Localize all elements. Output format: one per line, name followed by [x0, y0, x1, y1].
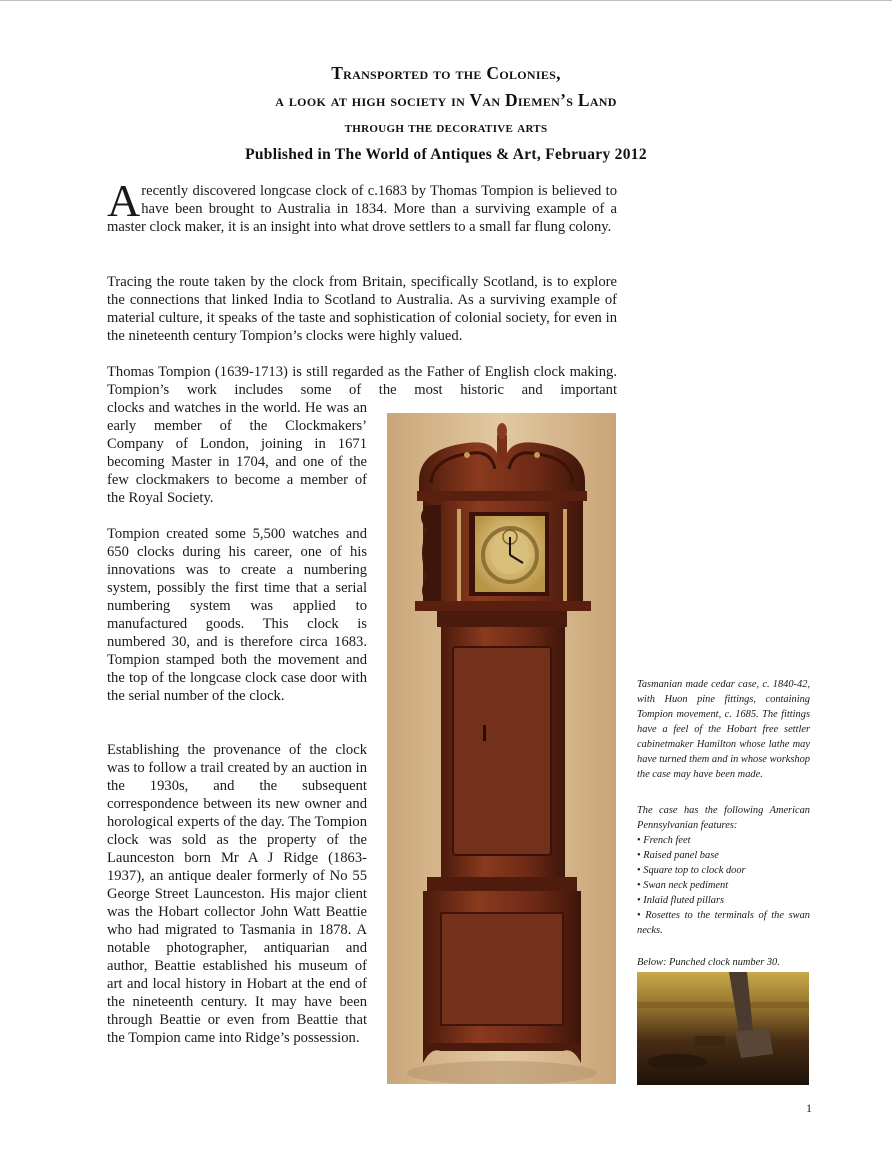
caption-below [637, 955, 810, 970]
title-line-3: through the decorative arts [344, 120, 548, 136]
paragraph-numbering-text: Tompion created some 5,500 watches and 650 clocks during his career, one of his innovations was to create a numbering system, possibly the first time that a serial numbering system was applied to manufactured goods. This clock is numbered 30, and is therefore circa 1683. Tompion stamped both the movement and the top of the longcase clock case door with the serial number of the clock. [107, 526, 367, 704]
caption-features-intro: The case has the following American Pennsylvanian features: [637, 805, 810, 831]
paragraph-numbering [107, 525, 367, 705]
paragraph-tompion-text: clocks and watches in the world. He was an early member of the Clockmakers’ Company of London, joining in 1671 becoming Master in 1704, and one of the few clockmakers to become a member of the Royal Society. [107, 400, 367, 506]
paragraph-route [107, 273, 617, 345]
caption-main-text: Tasmanian made cedar case, c. 1840-42, with Huon pine fittings, containing Tompion movement, c. 1685. The fittings have a feel of the Hobart free settler cabinetmaker Hamilton whose lathe may have turned them and in whose workshop the case may have been made. [637, 679, 810, 780]
page-number: 1 [806, 1101, 812, 1115]
feature-item: • Swan neck pediment [637, 878, 810, 893]
page-top-rule [0, 0, 892, 1]
feature-item: • Inlaid fluted pillars [637, 893, 810, 908]
drop-cap: A [107, 175, 141, 226]
title-line-1: Transported to the Colonies, [331, 63, 561, 83]
paragraph-provenance [107, 741, 367, 1047]
title-line-2: a look at high society in Van Diemen’s Land [275, 90, 617, 110]
feature-item: • Square top to clock door [637, 863, 810, 878]
paragraph-route-text: Tracing the route taken by the clock from Britain, specifically Scotland, is to explore the connections that linked India to Scotland to Australia. As a surviving example of material culture, it speaks of the taste and sophistication of colonial society, for even in the nineteenth century Tompion’s clocks were highly valued. [107, 274, 617, 344]
caption-main [637, 677, 810, 782]
features-list [637, 833, 810, 938]
paragraph-tompion-line1: Thomas Tompion (1639-1713) is still regarded as the Father of English clock making. Tompion’s work includes some of the most historic and important [107, 364, 617, 398]
feature-item: • French feet [637, 833, 810, 848]
paragraph-intro [107, 175, 617, 236]
paragraph-intro-text: recently discovered longcase clock of c.1683 by Thomas Tompion is believed to have been brought to Australia in 1834. More than a surviving example of a master clock maker, it is an insight into what drove settlers to a small far flung colony. [107, 183, 617, 235]
caption-below-text: Below: Punched clock number 30. [637, 957, 780, 968]
feature-item: • Raised panel base [637, 848, 810, 863]
publication-line: Published in The World of Antiques & Art, February 2012 [245, 146, 647, 163]
punched-number-photo [637, 972, 809, 1085]
feature-item: • Rosettes to the terminals of the swan necks. [637, 908, 810, 938]
paragraph-provenance-text: Establishing the provenance of the clock was to follow a trail created by an auction in the 1930s, and the subsequent correspondence between its new owner and horological experts of the day. The Tompion clock was sold as the property of the Launceston born Mr A J Ridge (1863- 1937), an antique dealer formerly of No 55 George Street Launceston. His major client was the Hobart collector John Watt Beattie who had migrated to Tasmania in 1878. A notable photographer, antiquarian and author, Beattie established his museum of art and local history in Hobart at the end of the nineteenth century. It may have been through Beattie or even from Beattie that the Tompion came into Ridge’s possession. [107, 742, 367, 1046]
longcase-clock-photo [387, 413, 616, 1084]
caption-features [637, 803, 810, 938]
